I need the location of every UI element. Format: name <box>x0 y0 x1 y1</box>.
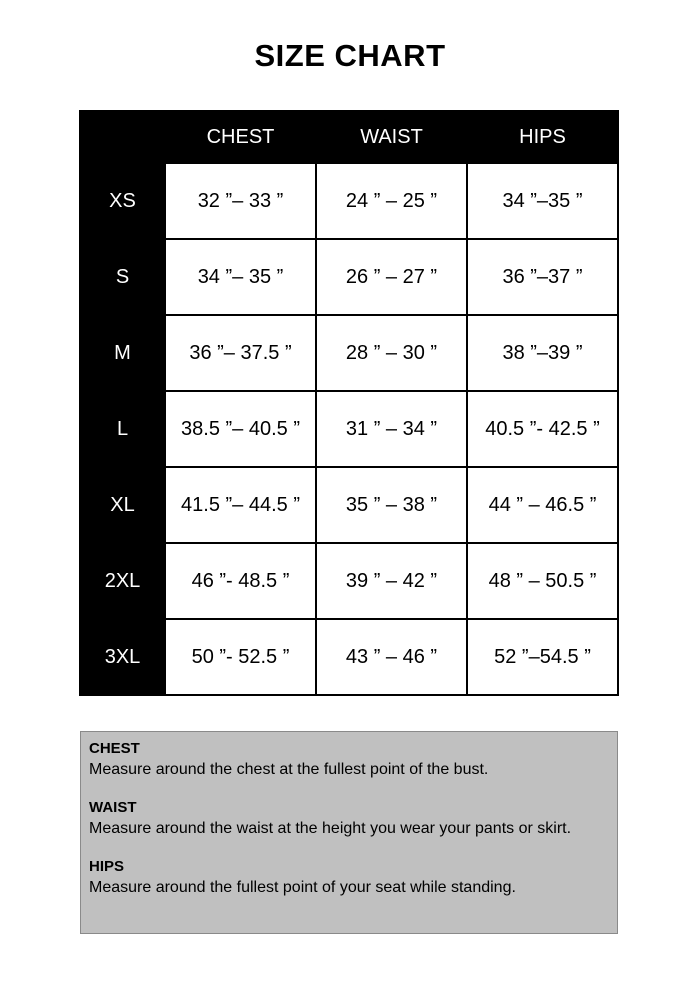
waist-cell: 26 ” – 27 ” <box>316 239 467 315</box>
table-row <box>80 391 618 467</box>
hips-cell: 48 ” – 50.5 ” <box>467 543 618 619</box>
hips-cell: 34 ”–35 ” <box>467 163 618 239</box>
header-waist: WAIST <box>316 111 467 163</box>
table-row <box>80 163 618 239</box>
header-hips: HIPS <box>467 111 618 163</box>
header-chest: CHEST <box>165 111 316 163</box>
size-label: XL <box>80 467 165 543</box>
chest-cell: 41.5 ”– 44.5 ” <box>165 467 316 543</box>
chest-cell: 34 ”– 35 ” <box>165 239 316 315</box>
guide-chest-text: Measure around the chest at the fullest point of the bust. <box>89 761 489 778</box>
chest-cell: 50 ”- 52.5 ” <box>165 619 316 695</box>
hips-cell: 36 ”–37 ” <box>467 239 618 315</box>
waist-cell: 31 ” – 34 ” <box>316 391 467 467</box>
table-row <box>80 467 618 543</box>
waist-cell: 24 ” – 25 ” <box>316 163 467 239</box>
header-corner-cell <box>80 111 165 163</box>
table-row <box>80 315 618 391</box>
size-label: XS <box>80 163 165 239</box>
table-row <box>80 543 618 619</box>
size-label: 3XL <box>80 619 165 695</box>
hips-cell: 44 ” – 46.5 ” <box>467 467 618 543</box>
size-chart-table <box>79 110 619 696</box>
table-row <box>80 619 618 695</box>
page-title: SIZE CHART <box>254 38 446 73</box>
chest-cell: 36 ”– 37.5 ” <box>165 315 316 391</box>
guide-waist-heading: WAIST <box>89 799 137 816</box>
chest-cell: 32 ”– 33 ” <box>165 163 316 239</box>
guide-chest-heading: CHEST <box>89 740 140 757</box>
chest-cell: 38.5 ”– 40.5 ” <box>165 391 316 467</box>
hips-cell: 52 ”–54.5 ” <box>467 619 618 695</box>
waist-cell: 43 ” – 46 ” <box>316 619 467 695</box>
guide-hips-text: Measure around the fullest point of your seat while standing. <box>89 879 516 896</box>
size-label: M <box>80 315 165 391</box>
waist-cell: 35 ” – 38 ” <box>316 467 467 543</box>
waist-cell: 39 ” – 42 ” <box>316 543 467 619</box>
size-label: L <box>80 391 165 467</box>
chest-cell: 46 ”- 48.5 ” <box>165 543 316 619</box>
guide-hips <box>89 856 609 898</box>
hips-cell: 40.5 ”- 42.5 ” <box>467 391 618 467</box>
table-header-row <box>80 111 618 163</box>
hips-cell: 38 ”–39 ” <box>467 315 618 391</box>
guide-waist-text: Measure around the waist at the height you wear your pants or skirt. <box>89 820 572 837</box>
measurement-guide <box>80 731 618 934</box>
guide-hips-heading: HIPS <box>89 858 125 875</box>
size-label: S <box>80 239 165 315</box>
guide-chest <box>89 738 609 780</box>
guide-waist <box>89 797 609 839</box>
table-row <box>80 239 618 315</box>
size-label: 2XL <box>80 543 165 619</box>
waist-cell: 28 ” – 30 ” <box>316 315 467 391</box>
